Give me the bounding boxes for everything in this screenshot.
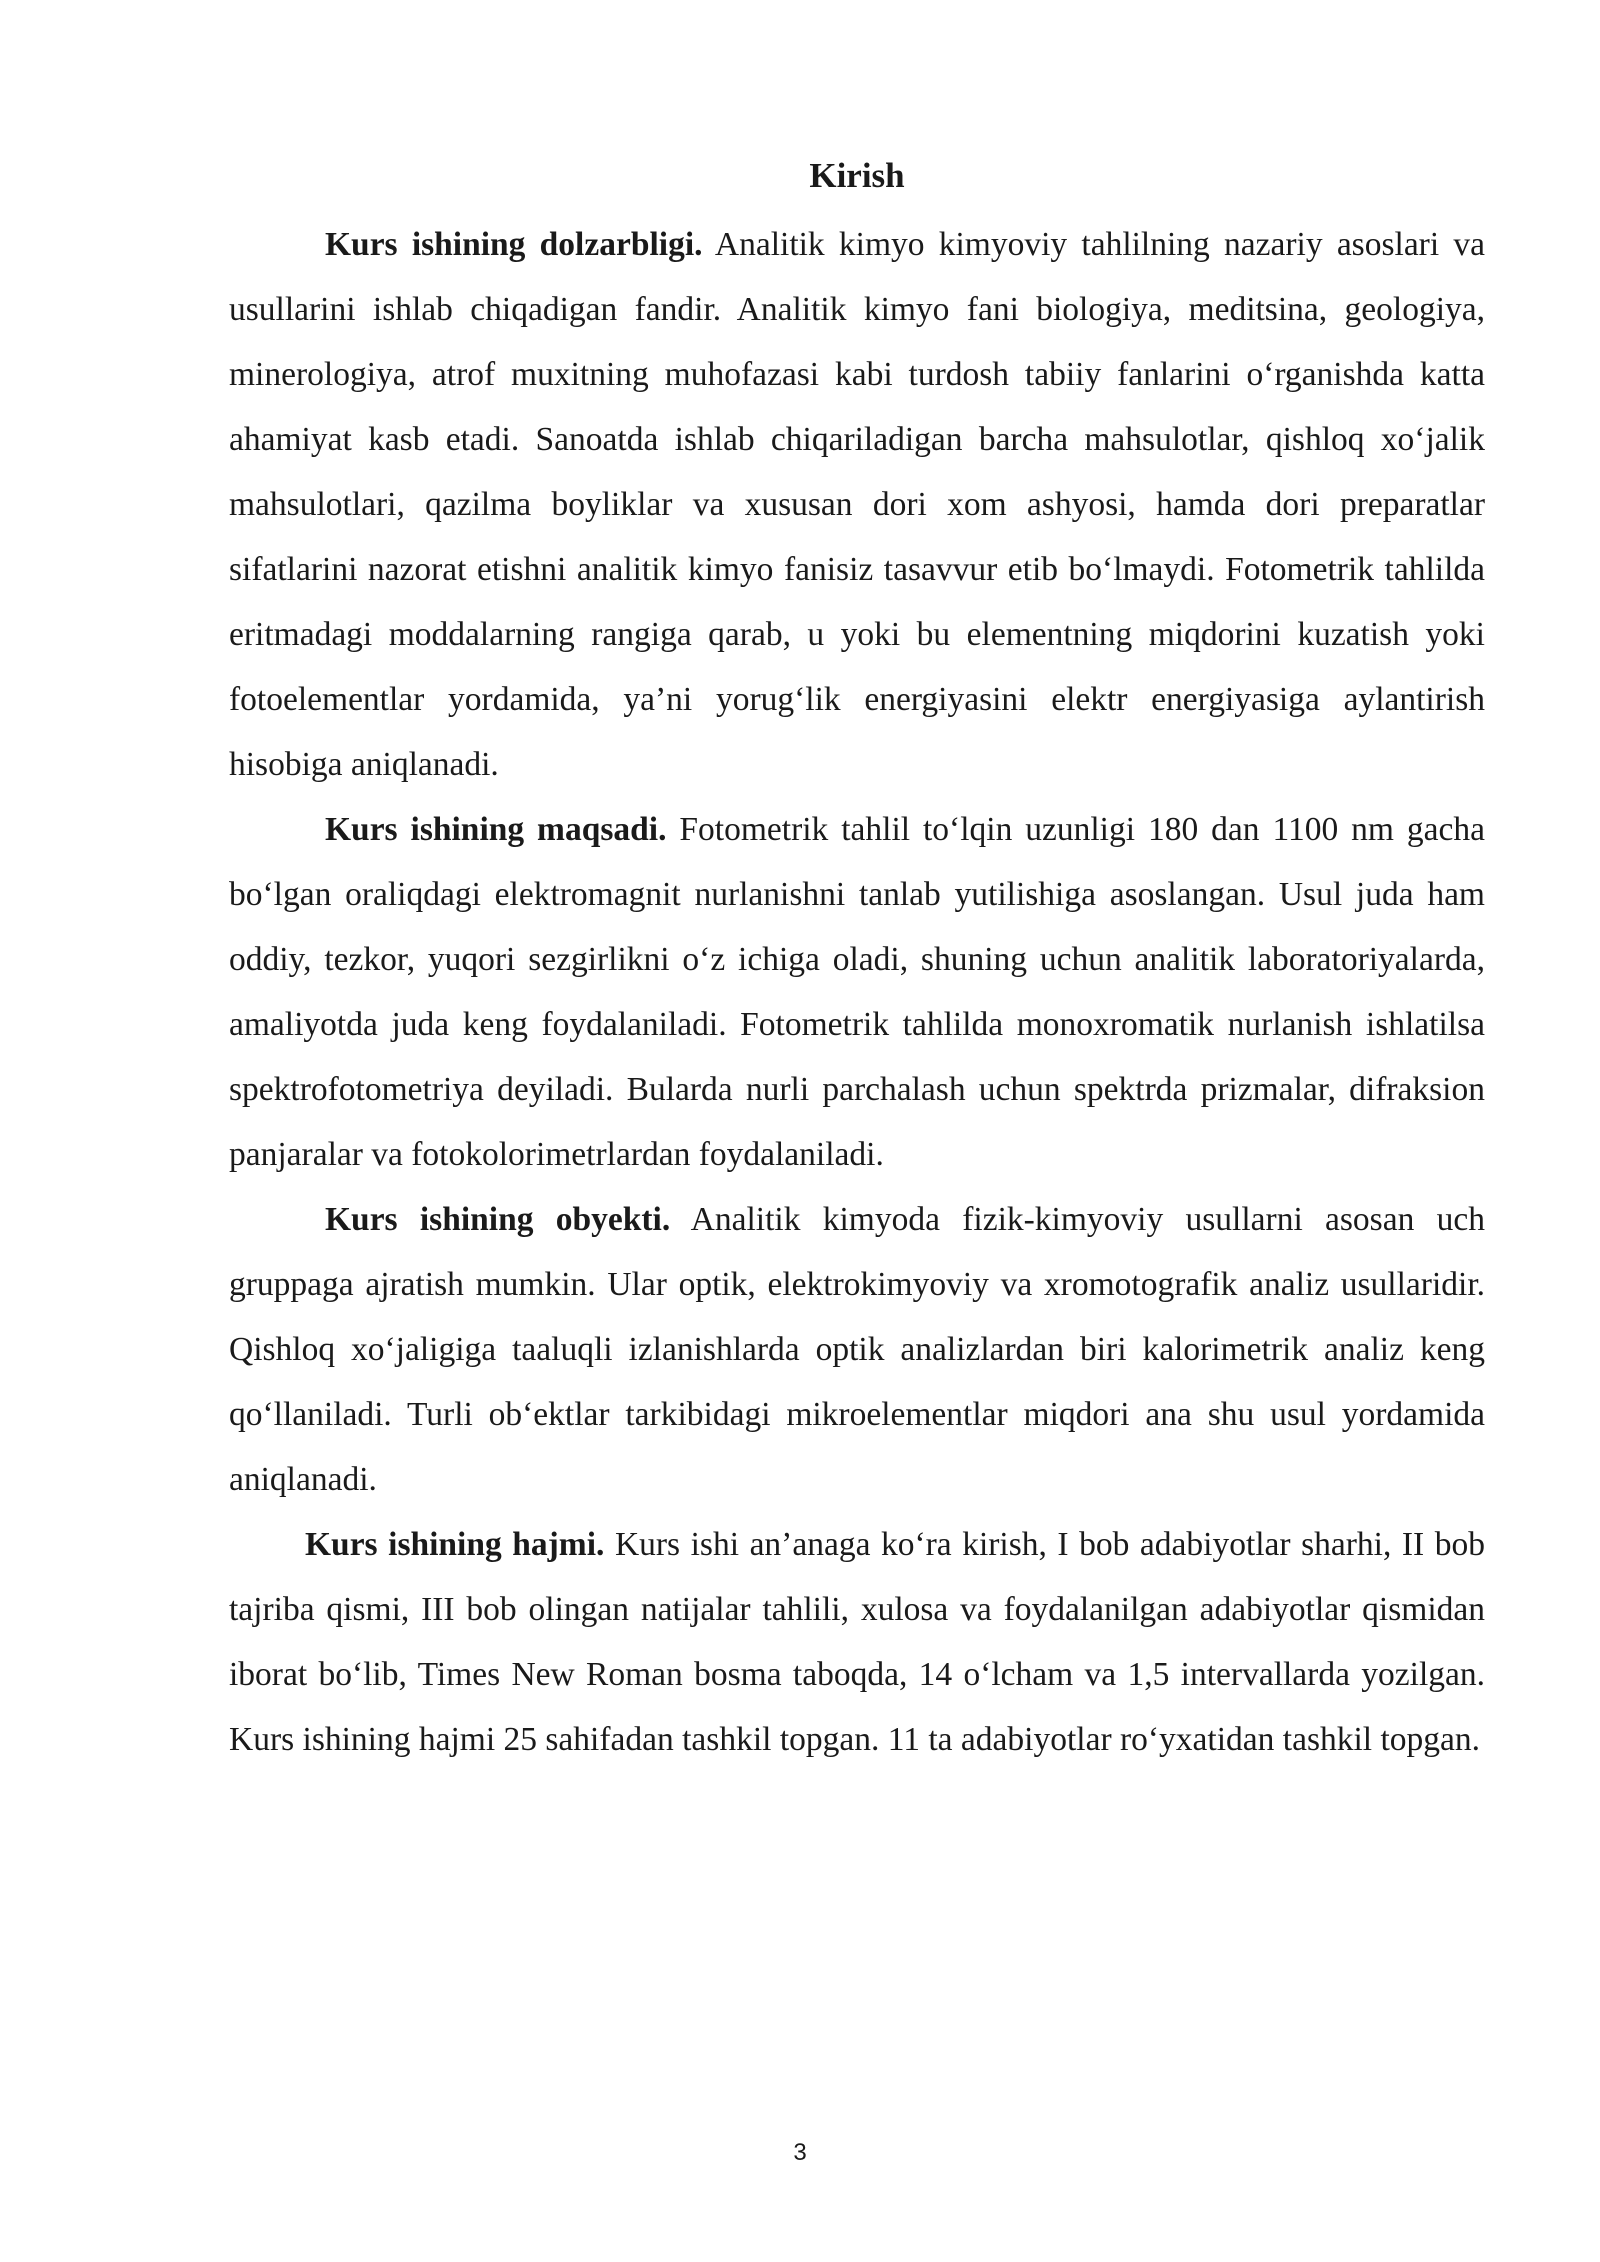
section-dolzarbligi bbox=[229, 212, 1485, 797]
section-text: Analitik kimyoda fizik-kimyoviy usullarni asosan uch gruppaga ajratish mumkin. Ular optik, elektrokimyoviy va xromotografik analiz usullaridir. Qishloq xo‘jaligiga taaluqli izlanishlarda optik analizlardan biri kalorimetrik analiz keng qo‘llaniladi. Turli ob‘ektlar tarkibidagi mikroelementlar miqdori ana shu usul yordamida aniqlanadi. bbox=[229, 1201, 1485, 1498]
page-title: Kirish bbox=[809, 156, 905, 195]
section-obyekti bbox=[229, 1187, 1485, 1512]
page-number: 3 bbox=[793, 2139, 807, 2166]
section-text: Kurs ishi an’anaga ko‘ra kirish, I bob adabiyotlar sharhi, II bob tajriba qismi, III bob olingan natijalar tahlili, xulosa va foydalanilgan adabiyotlar qismidan iborat bo‘lib, Times New Roman bosma taboqda, 14 o‘lcham va 1,5 intervallarda yozilgan. Kurs ishining hajmi 25 sahifadan tashkil topgan. 11 ta adabiyotlar ro‘yxatidan tashkil topgan. bbox=[229, 1526, 1486, 1758]
section-heading: Kurs ishining dolzarbligi. bbox=[325, 226, 703, 263]
section-maqsadi bbox=[229, 797, 1485, 1187]
section-text: Fotometrik tahlil to‘lqin uzunligi 180 dan 1100 nm gacha bo‘lgan oraliqdagi elektromagnit nurlanishni tanlab yutilishiga asoslangan. Usul juda ham oddiy, tezkor, yuqori sezgirlikni o‘z ichiga oladi, shuning uchun analitik laboratoriyalarda, amaliyotda juda keng foydalaniladi. Fotometrik tahlilda monoxromatik nurlanish ishlatilsa spektrofotometriya deyiladi. Bularda nurli parchalash uchun spektrda prizmalar, difraksion panjaralar va fotokolorimetrlardan foydalaniladi. bbox=[229, 811, 1485, 1173]
section-heading: Kurs ishining maqsadi. bbox=[325, 811, 667, 848]
section-hajmi bbox=[229, 1512, 1485, 1772]
section-text: Analitik kimyo kimyoviy tahlilning nazariy asoslari va usullarini ishlab chiqadigan fandir. Analitik kimyo fani biologiya, meditsina, geologiya, minerologiya, atrof muxitning muhofazasi kabi turdosh tabiiy fanlarini o‘rganishda katta ahamiyat kasb etadi. Sanoatda ishlab chiqariladigan barcha mahsulotlar, qishloq xo‘jalik mahsulotlari, qazilma boyliklar va xususan dori xom ashyosi, hamda dori preparatlar sifatlarini nazorat etishni analitik kimyo fanisiz tasavvur etib bo‘lmaydi. Fotometrik tahlilda eritmadagi moddalarning rangiga qarab, u yoki bu elementning miqdorini kuzatish yoki fotoelementlar yordamida, ya’ni yorug‘lik energiyasini elektr energiyasiga aylantirish hisobiga aniqlanadi. bbox=[229, 226, 1485, 783]
section-heading: Kurs ishining obyekti. bbox=[325, 1201, 671, 1238]
section-heading: Kurs ishining hajmi. bbox=[305, 1526, 605, 1563]
page-content bbox=[229, 148, 1485, 1772]
